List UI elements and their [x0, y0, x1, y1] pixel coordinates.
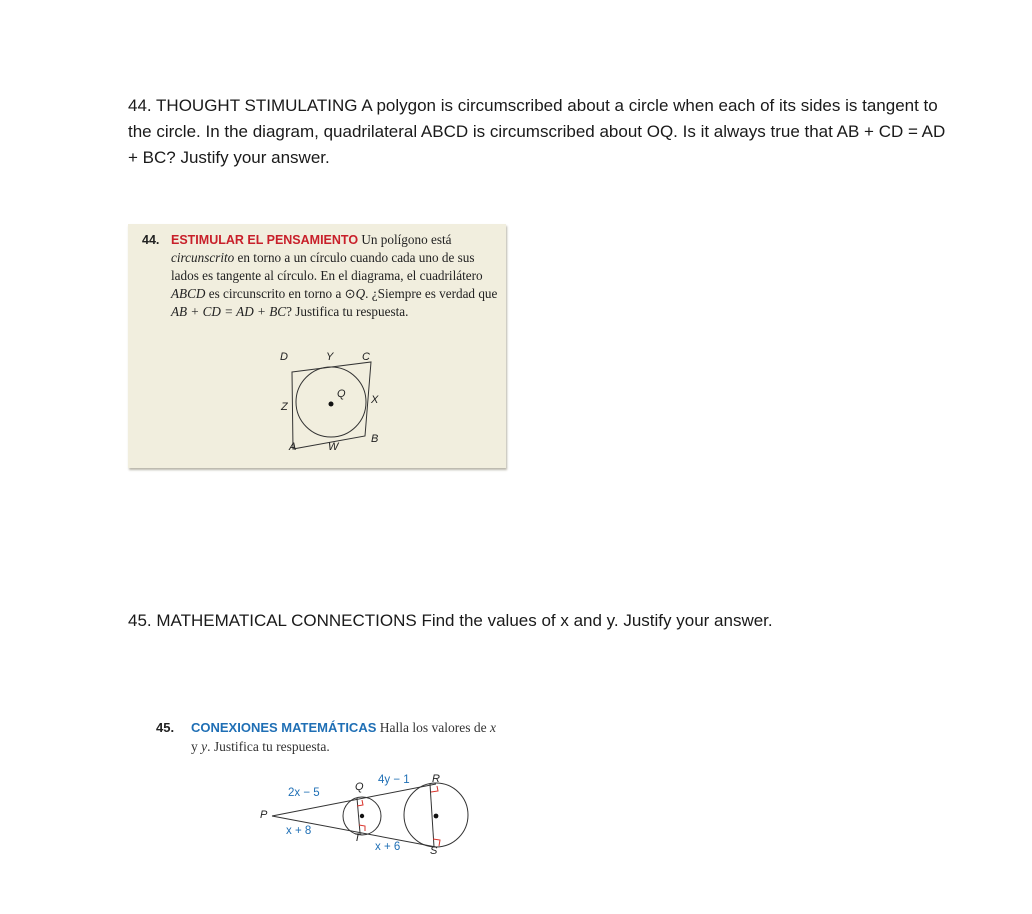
label-C: C [362, 351, 370, 363]
center-point-q [329, 402, 334, 407]
label-Z: Z [281, 401, 288, 413]
excerpt-heading: CONEXIONES MATEMÁTICAS [191, 720, 377, 735]
label-W: W [328, 441, 339, 453]
label-D: D [280, 351, 288, 363]
tangent-circles-diagram [150, 712, 570, 862]
label-Q: Q [337, 388, 346, 400]
label-Y: Y [326, 351, 334, 363]
excerpt-body: ESTIMULAR EL PENSAMIENTO Un polígono está circunscrito en torno a un círculo cuando cada uno de sus lados es tangente al círculo. En el diagrama, el cuadrilátero ABCD es circunscrito en torno a ⊙Q. ¿Siempre es verdad que AB + CD = AD + BC? Justifica tu respuesta. [171, 232, 498, 319]
small-circle-center [360, 814, 364, 818]
large-circle-center [434, 814, 439, 819]
label-P: P [260, 809, 268, 821]
label-X: X [371, 394, 379, 406]
label-2x-minus-5: 2x − 5 [288, 787, 320, 799]
excerpt-heading: ESTIMULAR EL PENSAMIENTO [171, 233, 359, 247]
excerpt-body: CONEXIONES MATEMÁTICAS Halla los valores de x y y. Justifica tu respuesta. [191, 720, 496, 754]
label-B: B [371, 433, 379, 445]
right-angle-mark-r [431, 786, 438, 792]
label-A: A [289, 441, 297, 453]
label-Q: Q [355, 781, 364, 793]
label-4y-minus-1: 4y − 1 [378, 774, 410, 786]
label-R: R [432, 773, 440, 785]
question-45-text: 45. MATHEMATICAL CONNECTIONS Find the values of x and y. Justify your answer. [128, 611, 773, 630]
excerpt-number: 45. [156, 720, 175, 735]
label-S: S [430, 845, 438, 857]
textbook-excerpt-44 [128, 224, 506, 468]
excerpt-number: 44. [142, 233, 160, 247]
label-x-plus-6: x + 6 [375, 841, 401, 853]
label-T: T [354, 832, 361, 844]
textbook-excerpt-45 [150, 712, 570, 862]
question-44-text: 44. THOUGHT STIMULATING A polygon is circumscribed about a circle when each of its sides is tangent to the circle. In the diagram, quadrilateral ABCD is circumscribed about OQ. Is it always true that AB + CD = AD + BC? Justify your answer. [128, 96, 946, 167]
circumscribed-quadrilateral-diagram [128, 224, 506, 468]
large-circle-diameter [430, 784, 434, 847]
small-circle-diameter [357, 798, 360, 833]
label-x-plus-8: x + 8 [286, 825, 312, 837]
